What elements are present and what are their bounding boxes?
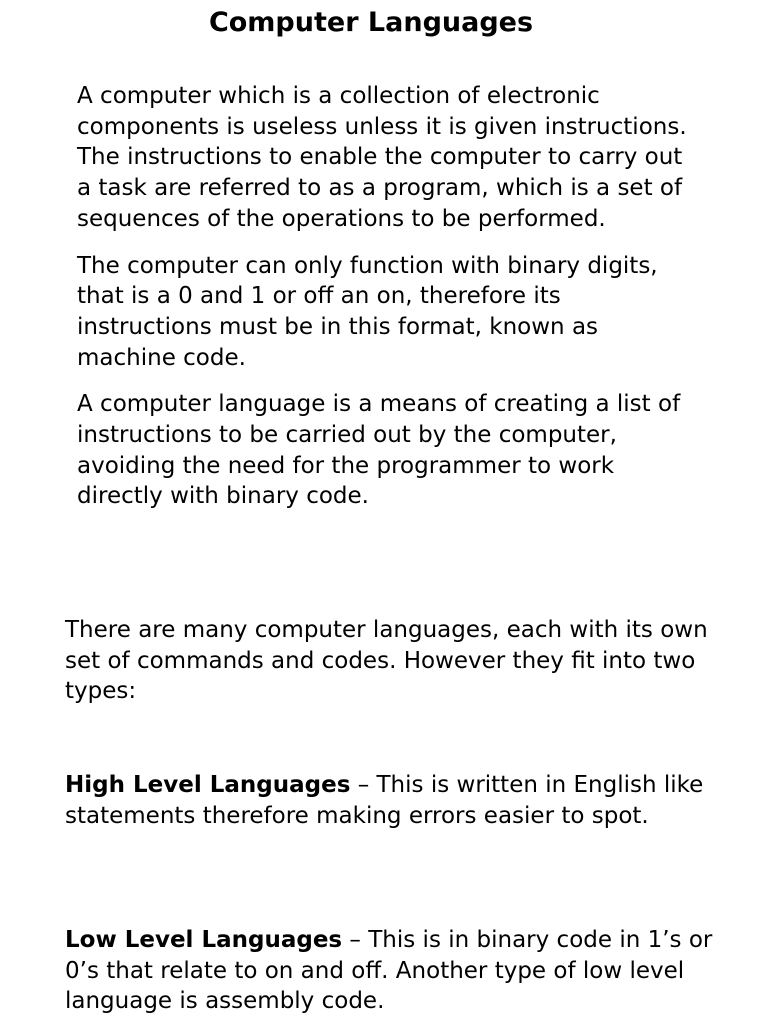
intro-section (77, 81, 692, 528)
language-type-low-level (65, 925, 735, 1017)
intro-paragraph: A computer which is a collection of electronic components is useless unless it is given instructions. The instructions to enable the computer to carry out a task are referred to as a program, which is a set of sequences of the operations to be performed. (77, 83, 687, 232)
intro-paragraph: A computer language is a means of creating a list of instructions to be carried out by the computer, avoiding the need for the programmer to work directly with binary code. (77, 391, 681, 510)
language-type-description: – This is written in English like statements therefore making errors easier to spot. (65, 772, 704, 829)
page-title: Computer Languages (208, 7, 534, 38)
intro-paragraph: The computer can only function with binary digits, that is a 0 and 1 or off an on, therefore its instructions must be in this format, known as machine code. (77, 252, 658, 371)
language-type-description: – This is in binary code in 1’s or 0’s that relate to on and off. Another type of low level language is assembly code. (65, 927, 713, 1015)
language-type-term: Low Level Languages (65, 927, 343, 953)
language-type-term: High Level Languages (65, 772, 351, 798)
language-type-high-level (65, 770, 735, 831)
types-intro-paragraph: There are many computer languages, each with its own set of commands and codes. However they fit into two types: (65, 617, 708, 705)
